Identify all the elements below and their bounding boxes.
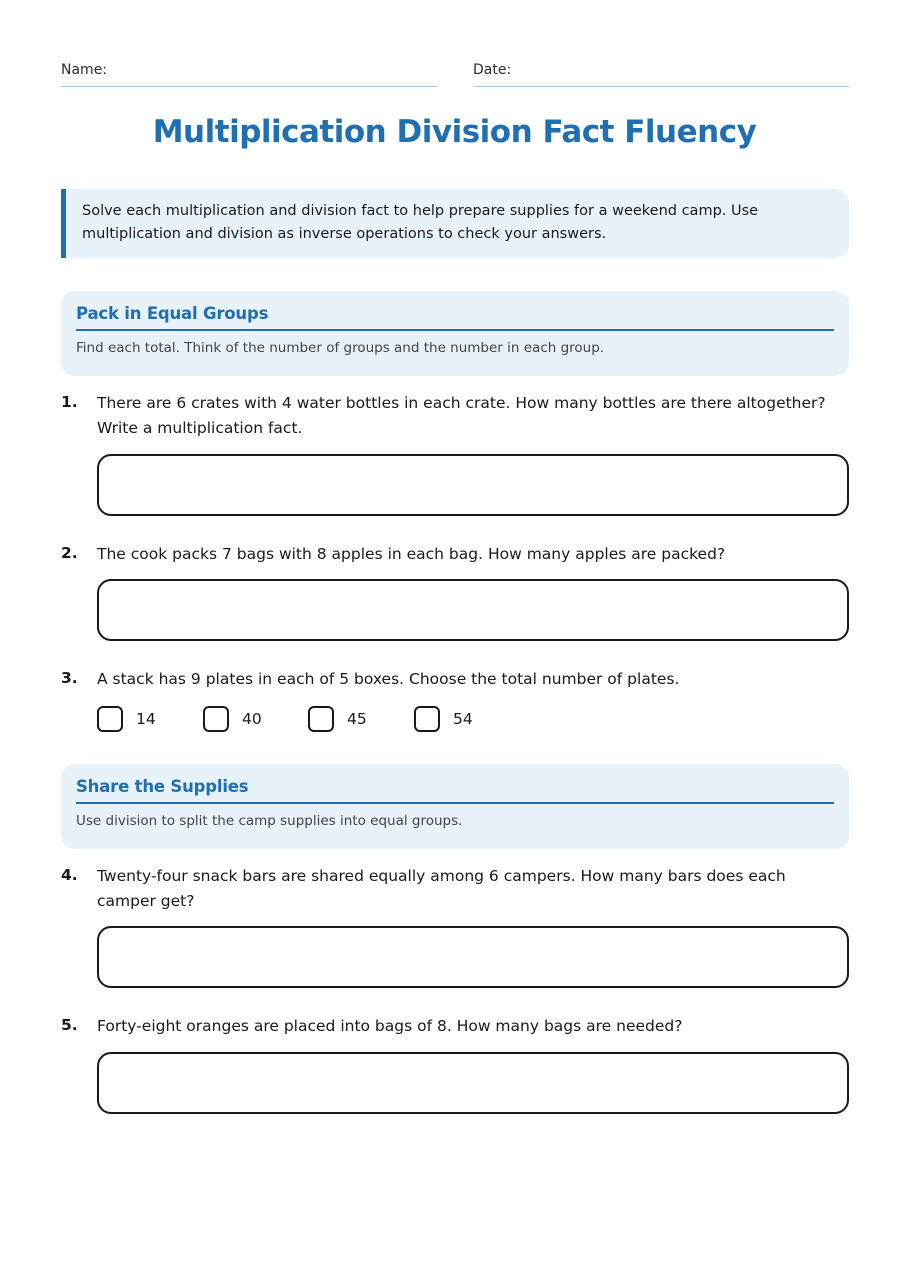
section-pack-in-equal-groups [61,291,849,376]
question-text: Twenty-four snack bars are shared equally among 6 campers. How many bars does each camper get? [97,867,786,910]
section-description: Find each total. Think of the number of groups and the number in each group. [76,340,605,356]
question-number: 2. [61,544,78,562]
date-field[interactable] [473,86,849,87]
instructions-text: Solve each multiplication and division fact to help prepare supplies for a weekend camp. Use multiplication and division as inverse operations to check your answers. [82,203,759,242]
choice-label: 14 [136,710,156,728]
answer-box[interactable] [97,926,849,988]
choice-option[interactable] [97,705,156,733]
choice-label: 40 [242,710,262,728]
choice-option[interactable] [203,705,262,733]
answer-box[interactable] [97,579,849,641]
instructions-box [61,189,849,258]
question-number: 1. [61,393,78,411]
section-title: Share the Supplies [76,777,834,804]
checkbox[interactable] [203,706,229,732]
name-label: Name: [61,62,108,78]
question-number: 5. [61,1016,78,1034]
question-text: There are 6 crates with 4 water bottles in each crate. How many bottles are there altogether? Write a multiplication fact. [97,394,826,437]
choice-label: 45 [347,710,367,728]
question-number: 3. [61,669,78,687]
date-label: Date: [473,62,512,78]
answer-box[interactable] [97,454,849,516]
checkbox[interactable] [414,706,440,732]
section-share-the-supplies [61,764,849,849]
choice-label: 54 [453,710,473,728]
question-number: 4. [61,866,78,884]
choice-option[interactable] [414,705,473,733]
section-description: Use division to split the camp supplies into equal groups. [76,813,463,829]
question-text: Forty-eight oranges are placed into bags of 8. How many bags are needed? [97,1017,683,1035]
choice-option[interactable] [308,705,367,733]
question-text: A stack has 9 plates in each of 5 boxes. Choose the total number of plates. [97,670,680,688]
checkbox[interactable] [308,706,334,732]
answer-box[interactable] [97,1052,849,1114]
section-title: Pack in Equal Groups [76,304,834,331]
question-text: The cook packs 7 bags with 8 apples in each bag. How many apples are packed? [97,545,726,563]
name-field[interactable] [61,86,437,87]
page-title: Multiplication Division Fact Fluency [152,114,757,150]
checkbox[interactable] [97,706,123,732]
